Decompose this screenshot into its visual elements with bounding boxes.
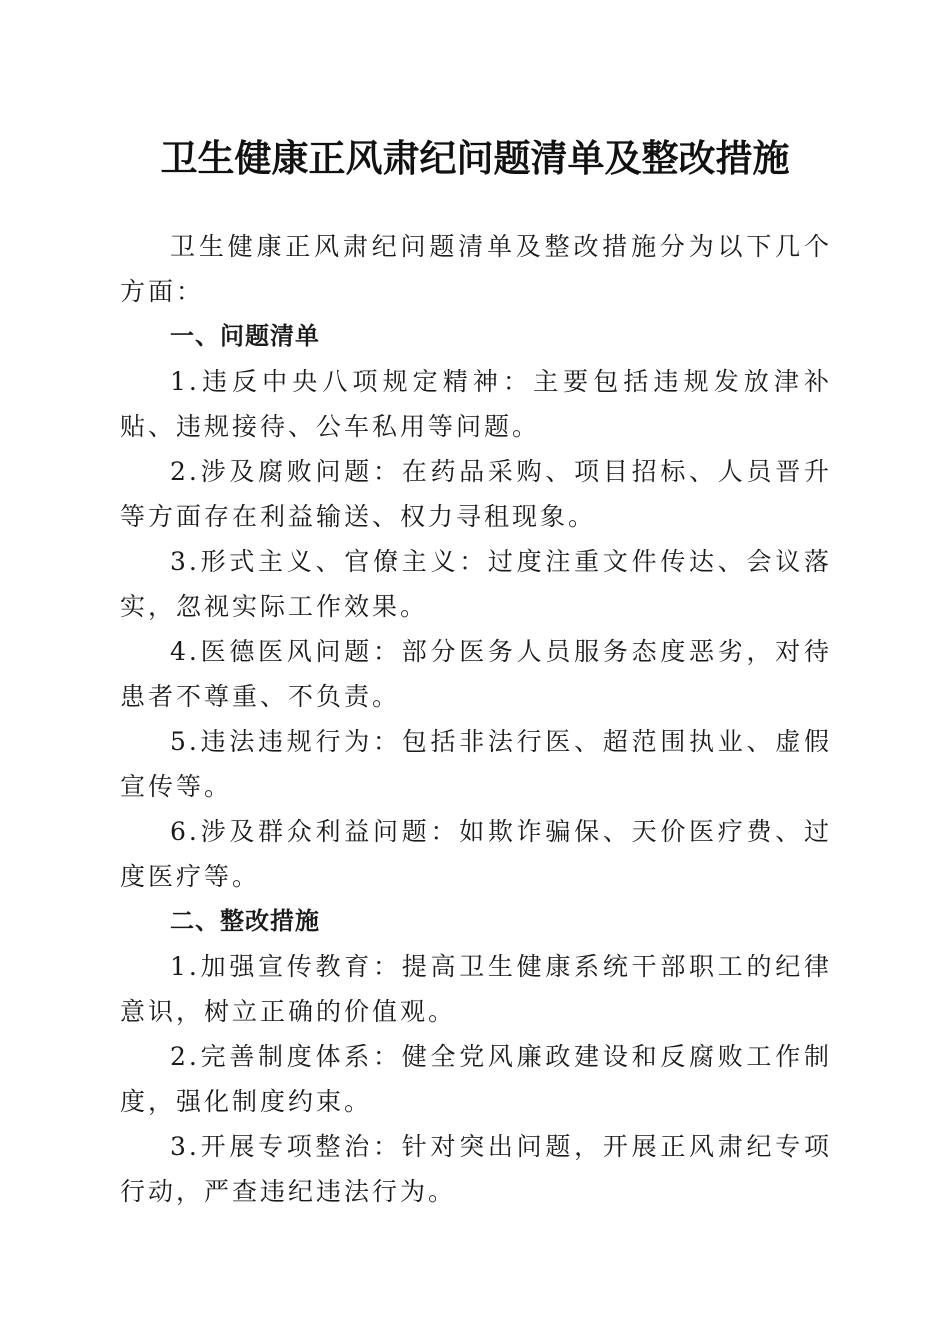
intro-paragraph: 卫生健康正风肃纪问题清单及整改措施分为以下几个方面： — [120, 232, 832, 306]
problem-item: 3.形式主义、官僚主义：过度注重文件传达、会议落实，忽视实际工作效果。 — [120, 547, 832, 621]
problem-item: 1.违反中央八项规定精神：主要包括违规发放津补贴、违规接待、公车私用等问题。 — [120, 367, 832, 441]
problem-item: 4.医德医风问题：部分医务人员服务态度恶劣，对待患者不尊重、不负责。 — [120, 637, 832, 711]
problem-item: 6.涉及群众利益问题：如欺诈骗保、天价医疗费、过度医疗等。 — [120, 817, 832, 891]
problem-item: 2.涉及腐败问题：在药品采购、项目招标、人员晋升等方面存在利益输送、权力寻租现象。 — [120, 457, 832, 531]
section-heading-measures: 二、整改措施 — [170, 907, 320, 935]
measure-item: 3.开展专项整治：针对突出问题，开展正风肃纪专项行动，严查违纪违法行为。 — [120, 1132, 832, 1206]
measure-item: 2.完善制度体系：健全党风廉政建设和反腐败工作制度，强化制度约束。 — [120, 1042, 832, 1116]
measure-item: 1.加强宣传教育：提高卫生健康系统干部职工的纪律意识，树立正确的价值观。 — [120, 952, 832, 1026]
document-body — [120, 224, 832, 1214]
problem-item: 5.违法违规行为：包括非法行医、超范围执业、虚假宣传等。 — [120, 727, 832, 801]
document-title: 卫生健康正风肃纪问题清单及整改措施 — [160, 136, 790, 180]
section-heading-problems: 一、问题清单 — [170, 322, 320, 350]
